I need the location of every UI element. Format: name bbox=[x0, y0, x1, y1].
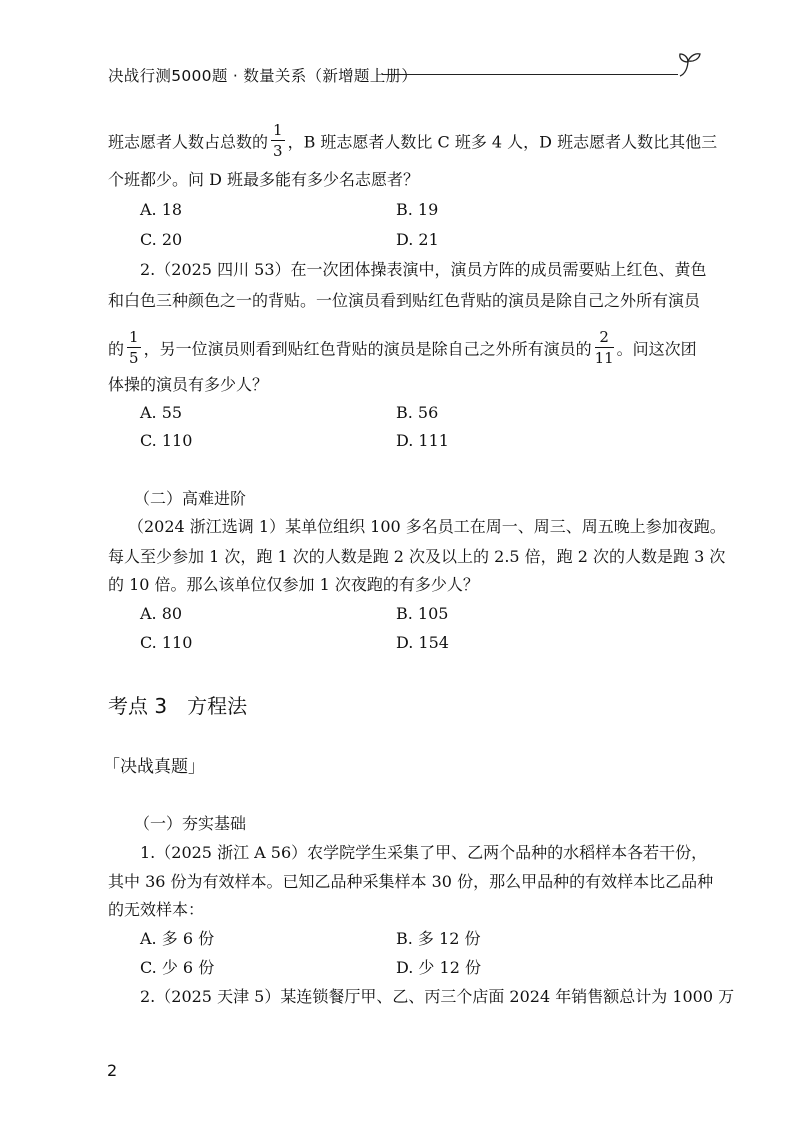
question-text-line: 体操的演员有多少人？ bbox=[108, 375, 269, 394]
option-c: C. 110 bbox=[140, 431, 193, 450]
option-b: B. 多 12 份 bbox=[396, 929, 481, 948]
fraction-numerator: 2 bbox=[595, 330, 614, 348]
option-d: D. 111 bbox=[396, 431, 449, 450]
option-d: D. 少 12 份 bbox=[396, 958, 481, 977]
fraction-numerator: 1 bbox=[273, 121, 283, 139]
section-label: 考点 3 bbox=[108, 694, 168, 718]
question-text-line: 2.（2025 四川 53）在一次团体操表演中，演员方阵的成员需要贴上红色、黄色 bbox=[140, 260, 707, 279]
text-run: 的 bbox=[108, 339, 125, 359]
question-text-line: （2024 浙江选调 1）某单位组织 100 多名员工在周一、周三、周五晚上参加夜跑。 bbox=[128, 517, 726, 536]
zhenti-heading: 「决战真题」 bbox=[103, 757, 205, 777]
option-b: B. 56 bbox=[396, 403, 439, 422]
option-c: C. 20 bbox=[140, 230, 183, 249]
fraction-numerator: 1 bbox=[129, 328, 139, 346]
subsection-heading: （二）高难进阶 bbox=[134, 489, 247, 508]
option-a: A. 80 bbox=[140, 604, 183, 623]
section-heading bbox=[108, 690, 247, 719]
option-a: A. 多 6 份 bbox=[140, 929, 215, 948]
fraction-denominator: 11 bbox=[594, 349, 614, 367]
option-b: B. 19 bbox=[396, 200, 439, 219]
option-d: D. 21 bbox=[396, 230, 439, 249]
option-a: A. 55 bbox=[140, 403, 183, 422]
option-a: A. 18 bbox=[140, 200, 183, 219]
subsection-heading: （一）夯实基础 bbox=[134, 814, 247, 833]
question-text-line: 其中 36 份为有效样本。已知乙品种采集样本 30 份，那么甲品种的有效样本比乙品种 bbox=[108, 872, 714, 891]
text-run: 班志愿者人数占总数的 bbox=[108, 132, 269, 152]
fraction bbox=[127, 330, 141, 366]
question-text-line bbox=[108, 121, 718, 161]
text-run: ，B 班志愿者人数比 C 班多 4 人，D 班志愿者人数比其他三 bbox=[287, 132, 718, 152]
question-text-line: 每人至少参加 1 次，跑 1 次的人数是跑 2 次及以上的 2.5 倍，跑 2 次的人数是跑 3 次 bbox=[108, 547, 726, 566]
fraction bbox=[595, 330, 614, 366]
question-text-line: 1.（2025 浙江 A 56）农学院学生采集了甲、乙两个品种的水稻样本各若干份， bbox=[140, 843, 708, 862]
option-d: D. 154 bbox=[396, 633, 449, 652]
fraction-denominator: 3 bbox=[273, 142, 283, 160]
question-text-line: 和白色三种颜色之一的背贴。一位演员看到贴红色背贴的演员是除自己之外所有演员 bbox=[108, 291, 701, 310]
page-number: 2 bbox=[107, 1061, 118, 1080]
question-text-line: 个班都少。问 D 班最多能有多少名志愿者？ bbox=[108, 170, 420, 189]
option-c: C. 少 6 份 bbox=[140, 958, 215, 977]
fraction bbox=[271, 123, 285, 159]
fraction-denominator: 5 bbox=[129, 349, 139, 367]
text-run: 。问这次团 bbox=[616, 339, 697, 359]
sprout-icon bbox=[676, 50, 702, 80]
option-c: C. 110 bbox=[140, 633, 193, 652]
question-text-line: 2.（2025 天津 5）某连锁餐厅甲、乙、丙三个店面 2024 年销售额总计为 1000 万 bbox=[140, 987, 735, 1006]
option-b: B. 105 bbox=[396, 604, 449, 623]
question-text-line: 的 10 倍。那么该单位仅参加 1 次夜跑的有多少人？ bbox=[108, 575, 479, 594]
header-rule bbox=[382, 74, 678, 75]
section-title: 方程法 bbox=[187, 694, 248, 718]
question-text-line bbox=[108, 328, 697, 368]
running-header-title: 决战行测5000题 · 数量关系（新增题上册） bbox=[108, 67, 418, 85]
question-text-line: 的无效样本： bbox=[108, 900, 205, 919]
text-run: ，另一位演员则看到贴红色背贴的演员是除自己之外所有演员的 bbox=[143, 339, 592, 359]
